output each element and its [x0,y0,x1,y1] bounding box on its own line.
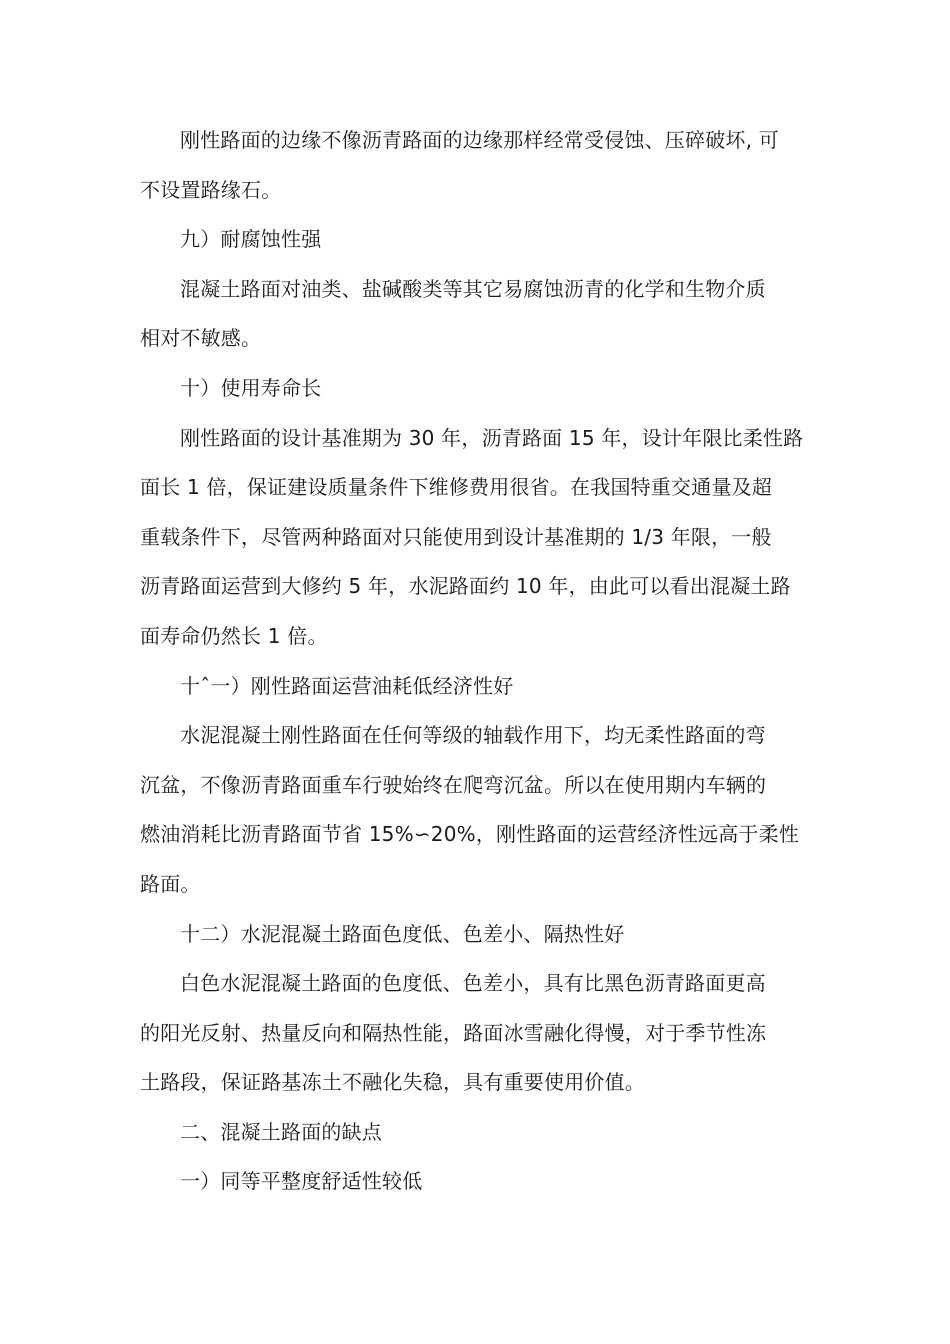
paragraph-corrosion [140,265,815,364]
text-line: 白色水泥混凝土路面的色度低、色差小，具有比黑色沥青路面更高 [180,971,766,996]
heading-text: 九）耐腐蚀性强 [180,227,322,252]
text-line: 刚性路面的设计基准期为 30 年，沥青路面 15 年，设计年限比柔性路 [180,425,804,450]
heading-text: 十二）水泥混凝土路面色度低、色差小、隔热性好 [180,921,625,946]
text-line: 沥青路面运营到大修约 5 年，水泥路面约 10 年，由此可以看出混凝土路 [140,574,791,599]
heading-disadvantages [140,1108,815,1158]
heading-service-life [140,364,815,414]
text-line: 混凝土路面对油类、盐碱酸类等其它易腐蚀沥青的化学和生物介质 [180,276,766,301]
text-line: 重载条件下，尽管两种路面对只能使用到设计基准期的 1/3 年限，一般 [140,524,772,549]
heading-comfort [140,1157,815,1207]
heading-corrosion-resistance [140,215,815,265]
heading-fuel-economy [140,662,815,712]
heading-text: 十ˆ一）刚性路面运营油耗低经济性好 [180,673,514,698]
heading-color-heat [140,910,815,960]
document-page [140,116,815,1207]
paragraph-color-heat [140,959,815,1108]
paragraph-fuel-economy [140,711,815,909]
text-line: 燃油消耗比沥青路面节省 15%∽20%，刚性路面的运营经济性远高于柔性 [140,822,800,847]
paragraph-edge-stone [140,116,815,215]
text-line: 相对不敏感。 [140,326,262,351]
text-line: 土路段，保证路基冻土不融化失稳，具有重要使用价值。 [140,1070,645,1095]
text-line: 路面。 [140,871,201,896]
heading-text: 二、混凝土路面的缺点 [180,1119,382,1144]
text-line: 面长 1 倍，保证建设质量条件下维修费用很省。在我国特重交通量及超 [140,475,773,500]
paragraph-service-life [140,414,815,662]
text-line: 面寿命仍然长 1 倍。 [140,623,328,648]
heading-text: 十）使用寿命长 [180,375,322,400]
text-line: 水泥混凝土刚性路面在任何等级的轴载作用下，均无柔性路面的弯 [180,723,766,748]
heading-text: 一）同等平整度舒适性较低 [180,1169,423,1194]
text-line: 不设置路缘石。 [140,177,282,202]
text-line: 的阳光反射、热量反向和隔热性能，路面冰雪融化得慢，对于季节性冻 [140,1020,767,1045]
text-line: 刚性路面的边缘不像沥青路面的边缘那样经常受侵蚀、压碎破坏, 可 [180,128,779,152]
text-line: 沉盆，不像沥青路面重车行驶始终在爬弯沉盆。所以在使用期内车辆的 [140,772,767,797]
